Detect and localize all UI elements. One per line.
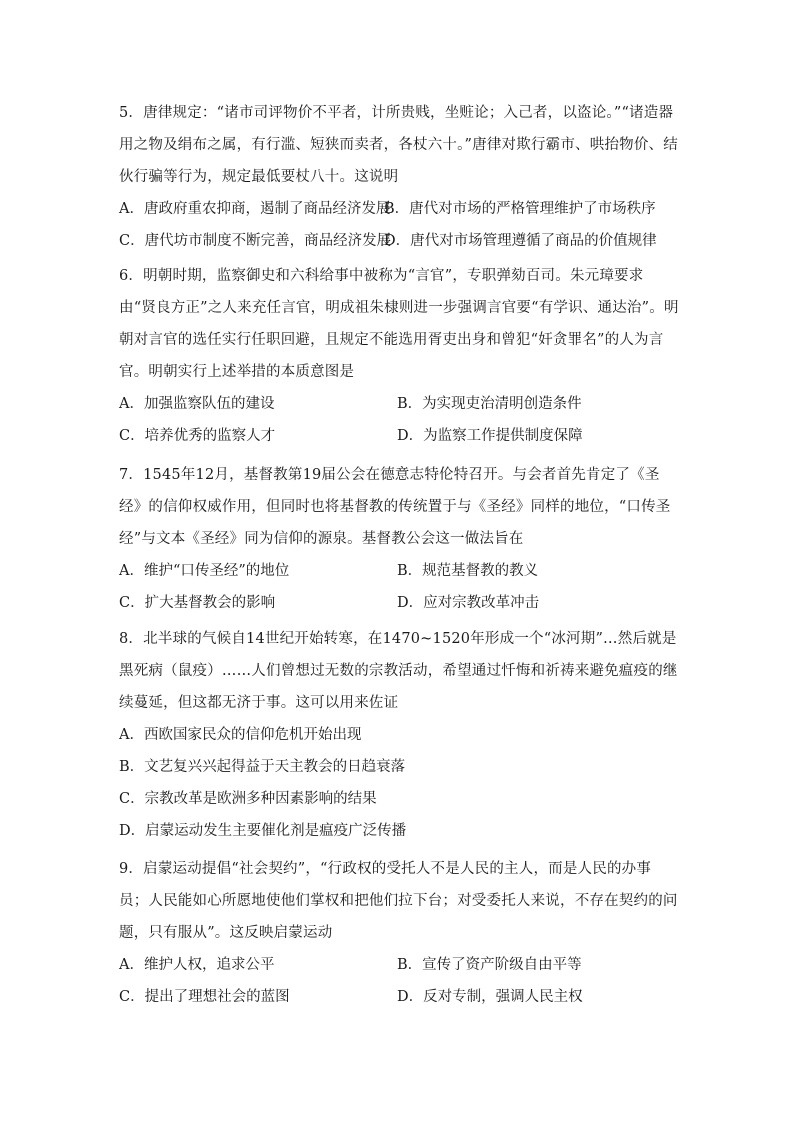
option-d[interactable]: D．启蒙运动发生主要催化剂是瘟疫广泛传播 xyxy=(119,823,407,839)
question-8 xyxy=(119,623,679,847)
option-b[interactable]: B．宣传了资产阶级自由平等 xyxy=(397,957,582,973)
question-5 xyxy=(119,97,679,257)
option-row xyxy=(119,587,679,619)
option-d[interactable]: D．反对专制，强调人民主权 xyxy=(397,989,583,1005)
question-stem: 7．1545年12月，基督教第19届公会在德意志特伦特召开。与会者首先肯定了《圣经》的信仰权威作用，但同时也将基督教的传统置于与《圣经》同样的地位，“口传圣经”与文本《圣经》同为信仰的源泉。基督教公会这一做法旨在 xyxy=(119,467,671,547)
option-row xyxy=(119,751,679,783)
option-a[interactable]: A．维护“口传圣经”的地位 xyxy=(119,563,290,579)
option-row xyxy=(119,225,679,257)
option-a[interactable]: A．西欧国家民众的信仰危机开始出现 xyxy=(119,727,362,743)
option-c[interactable]: C．唐代坊市制度不断完善，商品经济发展 xyxy=(119,233,392,249)
option-row xyxy=(119,420,679,452)
question-stem: 8．北半球的气候自14世纪开始转寒，在1470~1520年形成一个“冰河期”…然后就是黑死病（鼠疫）……人们曾想过无数的宗教活动，希望通过忏悔和祈祷来避免瘟疫的继续蔓延，但这都无济于事。这可以用来佐证 xyxy=(119,631,678,711)
option-c[interactable]: C．宗教改革是欧洲多种因素影响的结果 xyxy=(119,791,377,807)
question-6 xyxy=(119,260,679,452)
option-row xyxy=(119,555,679,587)
option-d[interactable]: D．唐代对市场管理遵循了商品的价值规律 xyxy=(384,233,657,249)
question-stem: 5．唐律规定：“诸市司评物价不平者，计所贵贱，坐赃论；入己者，以盗论。”“诸造器用之物及绢布之属，有行滥、短狭而卖者，各杖六十。”唐律对欺行霸市、哄抬物价、结伙行骗等行为，规定最低要杖八十。这说明 xyxy=(119,105,678,185)
option-row xyxy=(119,981,679,1013)
option-row xyxy=(119,815,679,847)
option-c[interactable]: C．提出了理想社会的蓝图 xyxy=(119,989,290,1005)
option-a[interactable]: A．维护人权，追求公平 xyxy=(119,957,275,973)
option-a[interactable]: A．加强监察队伍的建设 xyxy=(119,396,275,412)
question-stem: 9．启蒙运动提倡“社会契约”，“行政权的受托人不是人民的主人，而是人民的办事员；人民能如心所愿地使他们掌权和把他们拉下台；对受委托人来说，不存在契约的问题，只有服从”。这反映启蒙运动 xyxy=(119,861,678,941)
question-9 xyxy=(119,853,679,1013)
option-row xyxy=(119,388,679,420)
option-a[interactable]: A．唐政府重农抑商，遏制了商品经济发展 xyxy=(119,201,391,217)
option-c[interactable]: C．扩大基督教会的影响 xyxy=(119,595,276,611)
option-d[interactable]: D．为监察工作提供制度保障 xyxy=(397,428,583,444)
option-d[interactable]: D．应对宗教改革冲击 xyxy=(397,595,540,611)
option-b[interactable]: B．规范基督教的教义 xyxy=(397,563,539,579)
option-b[interactable]: B．文艺复兴兴起得益于天主教会的日趋衰落 xyxy=(119,759,406,775)
option-row xyxy=(119,783,679,815)
question-7 xyxy=(119,459,679,619)
option-row xyxy=(119,193,679,225)
option-row xyxy=(119,949,679,981)
option-c[interactable]: C．培养优秀的监察人才 xyxy=(119,428,276,444)
option-b[interactable]: B．为实现吏治清明创造条件 xyxy=(397,396,582,412)
option-row xyxy=(119,719,679,751)
option-b[interactable]: B．唐代对市场的严格管理维护了市场秩序 xyxy=(384,201,656,217)
question-stem: 6．明朝时期，监察御史和六科给事中被称为“言官”，专职弹劾百司。朱元璋要求由“贤良方正”之人来充任言官，明成祖朱棣则进一步强调言官要“有学识、通达治”。明朝对言官的选任实行任职回避，且规定不能选用胥吏出身和曾犯“奸贪罪名”的人为言官。明朝实行上述举措的本质意图是 xyxy=(119,268,679,380)
